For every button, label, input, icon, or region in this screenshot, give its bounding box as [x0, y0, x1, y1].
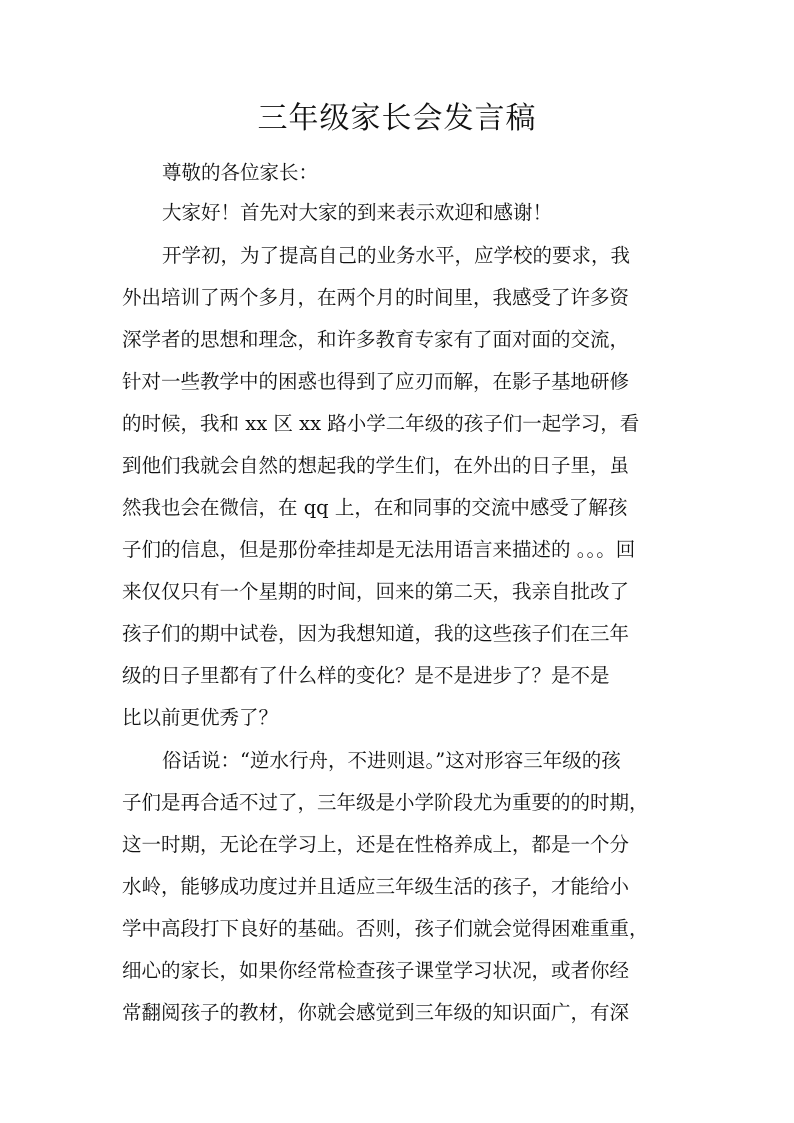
paragraph-1-line-10: 孩子们的期中试卷，因为我想知道，我的这些孩子们在三年 [122, 622, 630, 645]
paragraph-2-line-1: 俗话说：“逆水行舟，不进则退。”这对形容三年级的孩 [162, 749, 621, 772]
paragraph-1-line-4: 针对一些教学中的困惑也得到了应刃而解，在影子基地研修 [122, 370, 630, 393]
paragraph-1-line-5: 的时候，我和 xx 区 xx 路小学二年级的孩子们一起学习，看 [122, 412, 640, 435]
paragraph-2-line-2: 子们是再合适不过了，三年级是小学阶段尤为重要的的时期， [122, 791, 649, 814]
document-title: 三年级家长会发言稿 [257, 101, 537, 136]
paragraph-2-line-5: 学中高段打下良好的基础。否则，孩子们就会觉得困难重重， [122, 917, 649, 940]
paragraph-2-line-7: 常翻阅孩子的教材，你就会感觉到三年级的知识面广，有深 [122, 1001, 630, 1024]
paragraph-1-line-8: 子们的信息，但是那份牵挂却是无法用语言来描述的 。。。回 [122, 538, 636, 561]
paragraph-1-line-12: 比以前更优秀了？ [122, 706, 279, 729]
paragraph-1-line-2: 外出培训了两个多月，在两个月的时间里，我感受了许多资 [122, 286, 630, 309]
paragraph-2-line-3: 这一时期，无论在学习上，还是在性格养成上，都是一个分 [122, 833, 630, 856]
salutation-line: 尊敬的各位家长： [162, 161, 319, 184]
paragraph-1-line-3: 深学者的思想和理念，和许多教育专家有了面对面的交流， [122, 328, 630, 351]
paragraph-1-line-7: 然我也会在微信，在 qq 上，在和同事的交流中感受了解孩 [122, 496, 628, 519]
paragraph-1-line-1: 开学初，为了提高自己的业务水平，应学校的要求，我 [162, 244, 631, 267]
paragraph-2-line-4: 水岭，能够成功度过并且适应三年级生活的孩子，才能给小 [122, 875, 630, 898]
paragraph-1-line-6: 到他们我就会自然的想起我的学生们，在外出的日子里，虽 [122, 454, 630, 477]
paragraph-1-line-9: 来仅仅只有一个星期的时间，回来的第二天，我亲自批改了 [122, 580, 630, 603]
paragraph-1-line-11: 级的日子里都有了什么样的变化？是不是进步了？是不是 [122, 664, 610, 687]
paragraph-2-line-6: 细心的家长，如果你经常检查孩子课堂学习状况，或者你经 [122, 959, 630, 982]
greeting-line: 大家好！首先对大家的到来表示欢迎和感谢！ [162, 201, 553, 224]
